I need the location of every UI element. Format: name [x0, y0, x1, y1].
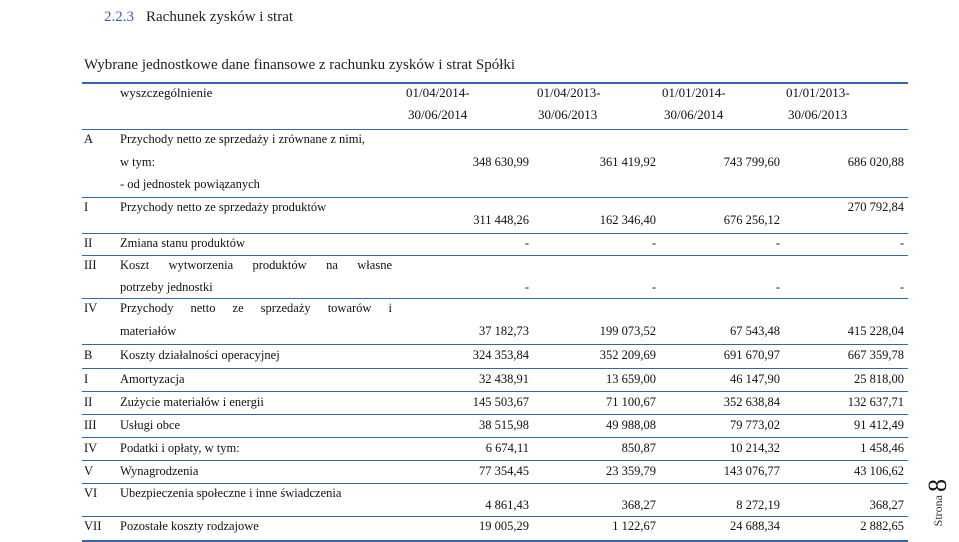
- table-row: [82, 255, 908, 299]
- row-code: VII: [84, 519, 102, 533]
- value-cell: 132 637,71: [847, 395, 904, 409]
- value-cell: 13 659,00: [606, 372, 656, 386]
- value-cell: 162 346,40: [599, 213, 656, 227]
- value-cell: 270 792,84: [847, 200, 904, 214]
- row-label: Zużycie materiałów i energii: [120, 395, 264, 409]
- row-code: B: [84, 348, 93, 362]
- page-number: 8: [923, 478, 952, 492]
- col3-header-line1: 01/01/2014-: [662, 85, 726, 100]
- value-cell: 32 438,91: [479, 372, 529, 386]
- value-cell: 415 228,04: [847, 324, 904, 338]
- value-cell: 361 419,92: [599, 155, 656, 169]
- section-number: 2.2.3: [104, 9, 134, 25]
- table-header: [82, 84, 908, 129]
- value-cell: 43 106,62: [854, 464, 904, 478]
- value-cell: 667 359,78: [847, 348, 904, 362]
- value-cell: 676 256,12: [723, 213, 780, 227]
- value-cell: 199 073,52: [599, 324, 656, 338]
- row-label: Przychody netto ze sprzedaży towarów i: [120, 301, 392, 315]
- value-cell: 352 209,69: [599, 348, 656, 362]
- table-row: [82, 344, 908, 369]
- row-label: Przychody netto ze sprzedaży produktów: [120, 200, 327, 214]
- section-title: Rachunek zysków i strat: [146, 9, 294, 25]
- col3-header-line2: 30/06/2014: [664, 107, 724, 122]
- value-cell: -: [899, 280, 904, 294]
- row-label: Podatki i opłaty, w tym:: [120, 441, 240, 455]
- row-code: I: [84, 372, 89, 386]
- page-label: Strona: [931, 494, 945, 526]
- value-cell: 145 503,67: [472, 395, 529, 409]
- value-cell: 71 100,67: [606, 395, 656, 409]
- value-cell: 2 882,65: [860, 519, 904, 533]
- col4-header-line1: 01/01/2013-: [786, 85, 850, 100]
- value-cell: 850,87: [621, 441, 656, 455]
- value-cell: 25 818,00: [854, 372, 904, 386]
- table-row: [82, 391, 908, 415]
- row-code: A: [84, 132, 94, 146]
- table-row: [82, 368, 908, 392]
- value-cell: -: [651, 280, 656, 294]
- value-cell: 8 272,19: [736, 498, 780, 512]
- value-cell: 49 988,08: [606, 418, 656, 432]
- page-number-footer: [923, 479, 953, 526]
- value-cell: 686 020,88: [847, 155, 904, 169]
- value-cell: -: [775, 280, 780, 294]
- value-cell: -: [775, 236, 780, 250]
- value-cell: 6 674,11: [485, 441, 529, 455]
- value-cell: 1 122,67: [612, 519, 656, 533]
- table-row: [82, 516, 908, 539]
- col4-header-line2: 30/06/2013: [788, 107, 848, 122]
- value-cell: 77 354,45: [479, 464, 529, 478]
- value-cell: 91 412,49: [854, 418, 904, 432]
- value-cell: 1 458,46: [860, 441, 904, 455]
- value-cell: 4 861,43: [485, 498, 529, 512]
- col1-header-line1: 01/04/2014-: [406, 85, 470, 100]
- value-cell: 143 076,77: [723, 464, 780, 478]
- income-statement-table: [82, 82, 908, 542]
- table-row: [82, 414, 908, 438]
- row-label: Ubezpieczenia społeczne i inne świadczenia: [120, 486, 342, 500]
- row-code: VI: [84, 486, 98, 500]
- value-cell: 23 359,79: [606, 464, 656, 478]
- table-row: [82, 298, 908, 345]
- value-cell: 691 670,97: [723, 348, 780, 362]
- row-label: Amortyzacja: [120, 372, 185, 386]
- col2-header-line1: 01/04/2013-: [537, 85, 601, 100]
- value-cell: -: [899, 236, 904, 250]
- section-heading: [104, 9, 293, 26]
- table-row: [82, 483, 908, 517]
- row-code: II: [84, 236, 93, 250]
- row-label-cont: w tym:: [120, 155, 156, 169]
- value-cell: 67 543,48: [730, 324, 780, 338]
- label-column-header: wyszczególnienie: [120, 85, 213, 100]
- table-row: [82, 460, 908, 484]
- table-caption: Wybrane jednostkowe dane finansowe z rachunku zysków i strat Spółki: [84, 57, 516, 73]
- row-label: Zmiana stanu produktów: [120, 236, 245, 250]
- row-label: Koszty działalności operacyjnej: [120, 348, 280, 362]
- value-cell: -: [651, 236, 656, 250]
- table-row: [82, 197, 908, 234]
- value-cell: 348 630,99: [472, 155, 529, 169]
- value-cell: 324 353,84: [472, 348, 529, 362]
- row-code: IV: [84, 441, 98, 455]
- row-code: IV: [84, 301, 98, 315]
- row-code: III: [84, 258, 97, 272]
- row-label: Pozostałe koszty rodzajowe: [120, 519, 259, 533]
- value-cell: 24 688,34: [730, 519, 780, 533]
- value-cell: 19 005,29: [479, 519, 529, 533]
- value-cell: 79 773,02: [730, 418, 780, 432]
- row-label: - od jednostek powiązanych: [120, 177, 260, 191]
- value-cell: 46 147,90: [730, 372, 780, 386]
- row-code: I: [84, 200, 89, 214]
- value-cell: 368,27: [869, 498, 904, 512]
- row-label: Usługi obce: [120, 418, 181, 432]
- col2-header-line2: 30/06/2013: [538, 107, 598, 122]
- table-row: [82, 175, 908, 197]
- value-cell: 743 799,60: [723, 155, 780, 169]
- row-label-cont: materiałów: [120, 324, 177, 338]
- row-code: II: [84, 395, 93, 409]
- row-label: Przychody netto ze sprzedaży i zrównane z nimi,: [120, 132, 366, 146]
- table-row: [82, 437, 908, 461]
- row-code: III: [84, 418, 97, 432]
- value-cell: -: [524, 280, 529, 294]
- row-label: Wynagrodzenia: [120, 464, 199, 478]
- row-label: Koszt wytworzenia produktów na własne: [120, 258, 392, 272]
- value-cell: 37 182,73: [479, 324, 529, 338]
- table-row: [82, 129, 908, 176]
- value-cell: 352 638,84: [723, 395, 780, 409]
- value-cell: -: [524, 236, 529, 250]
- table-row: [82, 233, 908, 256]
- row-label-cont: potrzeby jednostki: [120, 280, 213, 294]
- value-cell: 368,27: [621, 498, 656, 512]
- value-cell: 38 515,98: [479, 418, 529, 432]
- col1-header-line2: 30/06/2014: [408, 107, 468, 122]
- value-cell: 311 448,26: [473, 213, 529, 227]
- value-cell: 10 214,32: [730, 441, 780, 455]
- row-code: V: [84, 464, 94, 478]
